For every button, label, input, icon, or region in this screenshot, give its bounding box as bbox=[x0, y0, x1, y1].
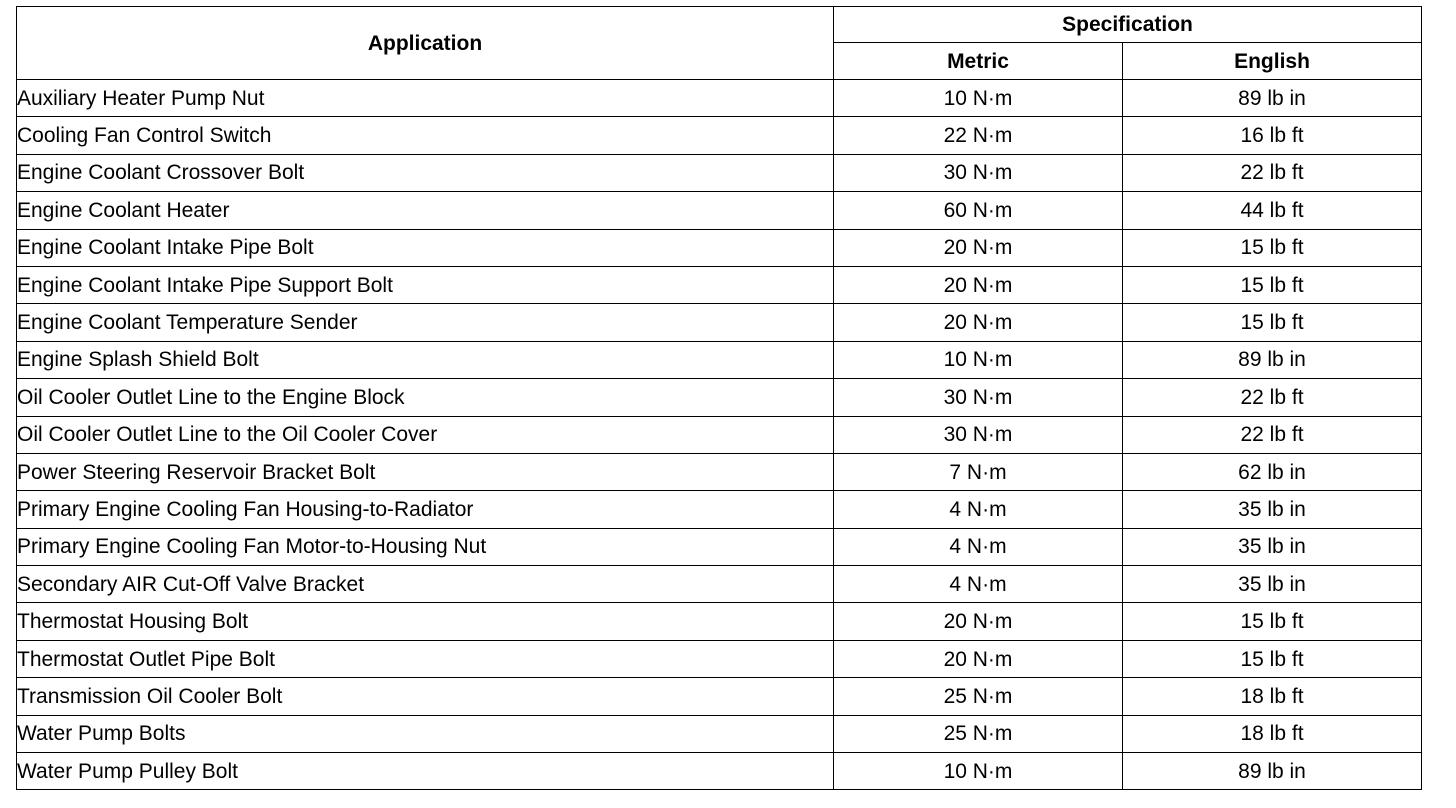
table-row bbox=[17, 603, 1422, 640]
header-row-1 bbox=[17, 7, 1422, 43]
application-cell: Oil Cooler Outlet Line to the Oil Cooler Cover bbox=[17, 416, 834, 453]
metric-cell: 30 N·m bbox=[834, 416, 1123, 453]
application-cell: Engine Coolant Intake Pipe Bolt bbox=[17, 229, 834, 266]
application-cell: Auxiliary Heater Pump Nut bbox=[17, 80, 834, 117]
table-row bbox=[17, 379, 1422, 416]
application-cell: Cooling Fan Control Switch bbox=[17, 117, 834, 154]
table-body bbox=[17, 80, 1422, 790]
table-row bbox=[17, 491, 1422, 528]
english-cell: 16 lb ft bbox=[1123, 117, 1422, 154]
english-cell: 18 lb ft bbox=[1123, 715, 1422, 752]
metric-cell: 30 N·m bbox=[834, 154, 1123, 191]
metric-cell: 25 N·m bbox=[834, 678, 1123, 715]
application-cell: Water Pump Bolts bbox=[17, 715, 834, 752]
english-cell: 35 lb in bbox=[1123, 491, 1422, 528]
application-cell: Secondary AIR Cut-Off Valve Bracket bbox=[17, 566, 834, 603]
metric-cell: 10 N·m bbox=[834, 753, 1123, 790]
english-cell: 89 lb in bbox=[1123, 341, 1422, 378]
header-application: Application bbox=[17, 7, 834, 80]
application-cell: Engine Coolant Heater bbox=[17, 192, 834, 229]
metric-cell: 10 N·m bbox=[834, 341, 1123, 378]
application-cell: Engine Splash Shield Bolt bbox=[17, 341, 834, 378]
table-row bbox=[17, 341, 1422, 378]
metric-cell: 30 N·m bbox=[834, 379, 1123, 416]
english-cell: 35 lb in bbox=[1123, 528, 1422, 565]
english-cell: 15 lb ft bbox=[1123, 304, 1422, 341]
table-row bbox=[17, 753, 1422, 790]
header-english: English bbox=[1123, 43, 1422, 80]
application-cell: Engine Coolant Temperature Sender bbox=[17, 304, 834, 341]
metric-cell: 22 N·m bbox=[834, 117, 1123, 154]
english-cell: 22 lb ft bbox=[1123, 154, 1422, 191]
table-row bbox=[17, 416, 1422, 453]
english-cell: 15 lb ft bbox=[1123, 603, 1422, 640]
metric-cell: 25 N·m bbox=[834, 715, 1123, 752]
header-specification: Specification bbox=[834, 7, 1422, 43]
table-row bbox=[17, 192, 1422, 229]
application-cell: Engine Coolant Crossover Bolt bbox=[17, 154, 834, 191]
application-cell: Thermostat Housing Bolt bbox=[17, 603, 834, 640]
application-cell: Primary Engine Cooling Fan Motor-to-Housing Nut bbox=[17, 528, 834, 565]
english-cell: 15 lb ft bbox=[1123, 640, 1422, 677]
application-cell: Transmission Oil Cooler Bolt bbox=[17, 678, 834, 715]
table-row bbox=[17, 715, 1422, 752]
table-row bbox=[17, 304, 1422, 341]
metric-cell: 20 N·m bbox=[834, 229, 1123, 266]
metric-cell: 20 N·m bbox=[834, 304, 1123, 341]
english-cell: 15 lb ft bbox=[1123, 229, 1422, 266]
metric-cell: 7 N·m bbox=[834, 453, 1123, 490]
torque-spec-table bbox=[16, 6, 1422, 790]
english-cell: 35 lb in bbox=[1123, 566, 1422, 603]
metric-cell: 4 N·m bbox=[834, 528, 1123, 565]
metric-cell: 4 N·m bbox=[834, 491, 1123, 528]
table-row bbox=[17, 640, 1422, 677]
table-row bbox=[17, 678, 1422, 715]
table-header bbox=[17, 7, 1422, 80]
english-cell: 15 lb ft bbox=[1123, 266, 1422, 303]
application-cell: Engine Coolant Intake Pipe Support Bolt bbox=[17, 266, 834, 303]
table-row bbox=[17, 566, 1422, 603]
application-cell: Oil Cooler Outlet Line to the Engine Block bbox=[17, 379, 834, 416]
metric-cell: 4 N·m bbox=[834, 566, 1123, 603]
table-row bbox=[17, 453, 1422, 490]
table-row bbox=[17, 154, 1422, 191]
english-cell: 22 lb ft bbox=[1123, 416, 1422, 453]
table-row bbox=[17, 229, 1422, 266]
application-cell: Power Steering Reservoir Bracket Bolt bbox=[17, 453, 834, 490]
english-cell: 18 lb ft bbox=[1123, 678, 1422, 715]
table-row bbox=[17, 117, 1422, 154]
metric-cell: 10 N·m bbox=[834, 80, 1123, 117]
english-cell: 89 lb in bbox=[1123, 80, 1422, 117]
metric-cell: 60 N·m bbox=[834, 192, 1123, 229]
application-cell: Thermostat Outlet Pipe Bolt bbox=[17, 640, 834, 677]
table-row bbox=[17, 80, 1422, 117]
english-cell: 22 lb ft bbox=[1123, 379, 1422, 416]
table-row bbox=[17, 528, 1422, 565]
metric-cell: 20 N·m bbox=[834, 640, 1123, 677]
english-cell: 89 lb in bbox=[1123, 753, 1422, 790]
metric-cell: 20 N·m bbox=[834, 603, 1123, 640]
application-cell: Water Pump Pulley Bolt bbox=[17, 753, 834, 790]
application-cell: Primary Engine Cooling Fan Housing-to-Radiator bbox=[17, 491, 834, 528]
table-row bbox=[17, 266, 1422, 303]
metric-cell: 20 N·m bbox=[834, 266, 1123, 303]
english-cell: 62 lb in bbox=[1123, 453, 1422, 490]
header-metric: Metric bbox=[834, 43, 1123, 80]
english-cell: 44 lb ft bbox=[1123, 192, 1422, 229]
